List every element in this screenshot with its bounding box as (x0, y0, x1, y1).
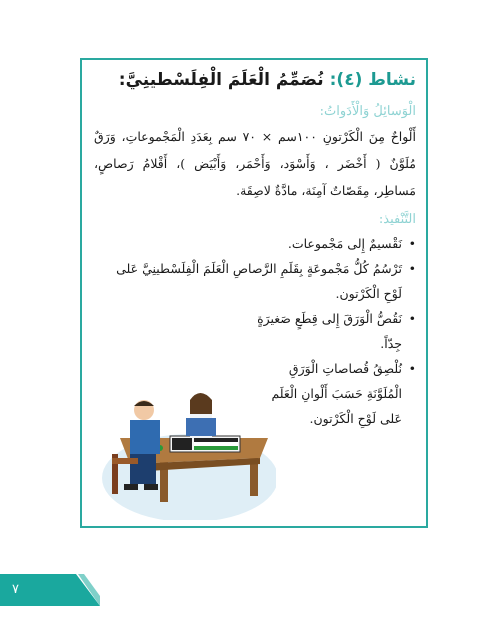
step-item (94, 256, 416, 306)
step-text: تَرْسُمُ كُلُّ مَجْموعَةٍ بِقَلَمِ الرَّصاصِ الْعَلَمَ الْفِلَسْطينِيَّ عَلى لَوْحِ الْكَرْتون. (116, 261, 402, 301)
bullet: • (408, 311, 416, 326)
bullet: • (408, 361, 416, 376)
page-number: ٧ (12, 582, 19, 597)
step-text: نَقُصُّ الْوَرَقَ إِلى قِطَعٍ صَغيرَةٍ جِدّاً. (257, 311, 402, 351)
children-illustration (100, 368, 276, 520)
activity-label: نشاط (٤): (329, 70, 416, 90)
bullet: • (408, 236, 416, 251)
step-item (252, 356, 416, 431)
step-item (252, 306, 416, 356)
step-text: نَقْسيمٌ إِلى مَجْموعات. (287, 236, 402, 251)
execution-heading: التَّنْفيذ: (378, 212, 416, 227)
step-text: نُلْصِقُ قُصاصاتِ الْوَرَقِ الْمُلَوَّنَةِ حَسَبَ أَلْوانِ الْعَلَم عَلى لَوْحِ الْكَرْتون. (271, 361, 402, 426)
step-item (94, 231, 416, 256)
activity-title (94, 70, 416, 90)
activity-title-text: نُصَمِّمُ الْعَلَمَ الْفِلَسْطينِيَّ: (118, 70, 324, 90)
materials-text: أَلْواحٌ مِنَ الْكَرْتونِ ١٠٠سم × ٧٠ سم بِعَدَدِ الْمَجْموعاتِ، وَرَقٌ مُلَوَّنٌ ( أَخْضَر ، وَأَسْوَد، وَأَحْمَر، وَأَبْيَض )، أَقْلامُ رَصاصٍ، مَساطِر، مِقَصّاتٌ آمِنَة، مادَّةٌ لاصِقَة. (94, 129, 416, 198)
bullet: • (408, 261, 416, 276)
materials-heading: الْوَسائِلُ وَالْأَدَواتُ: (319, 104, 416, 119)
